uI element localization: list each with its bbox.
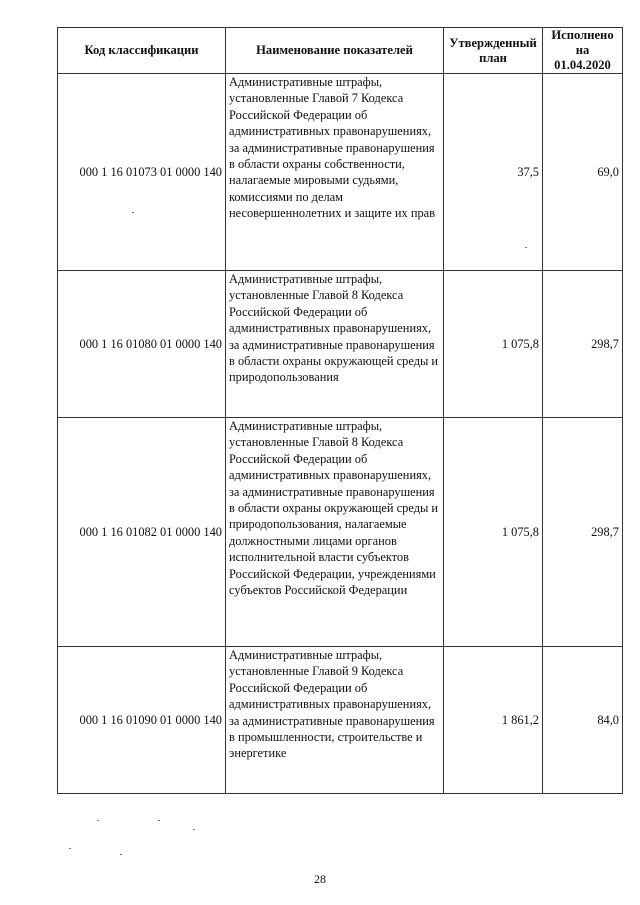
- plan-value: 37,5: [444, 74, 543, 271]
- done-value: 69,0: [543, 74, 623, 271]
- classification-code: 000 1 16 01073 01 0000 140: [58, 74, 226, 271]
- header-plan: Утвержденный план: [444, 28, 543, 74]
- classification-code: 000 1 16 01080 01 0000 140: [58, 271, 226, 418]
- scan-speck: [69, 848, 71, 849]
- scan-speck: [525, 247, 527, 248]
- plan-value: 1 075,8: [444, 418, 543, 647]
- scan-speck: [132, 212, 134, 213]
- table-header-row: [58, 28, 623, 74]
- classification-code: 000 1 16 01082 01 0000 140: [58, 418, 226, 647]
- table-row: [58, 74, 623, 271]
- plan-value: 1 861,2: [444, 647, 543, 794]
- scan-speck: [158, 820, 160, 821]
- scan-speck: [120, 854, 122, 855]
- header-done: Исполнено на 01.04.2020: [543, 28, 623, 74]
- plan-value: 1 075,8: [444, 271, 543, 418]
- table-row: [58, 418, 623, 647]
- done-value: 298,7: [543, 271, 623, 418]
- header-name: Наименование показателей: [226, 28, 444, 74]
- indicator-name: Административные штрафы, установленные Главой 9 Кодекса Российской Федерации об административных правонарушениях, за административные правонарушения в промышленности, строительстве и энергетике: [226, 647, 444, 794]
- scan-speck: [97, 820, 99, 821]
- indicator-name: Административные штрафы, установленные Главой 8 Кодекса Российской Федерации об административных правонарушениях, за административные правонарушения в области охраны окружающей среды и природопользования, налагаемые должностными лицами органов исполнительной власти субъектов Российской Федерации, учреждениями субъектов Российской Федерации: [226, 418, 444, 647]
- indicator-name: Административные штрафы, установленные Главой 8 Кодекса Российской Федерации об административных правонарушениях, за административные правонарушения в области охраны окружающей среды и природопользования: [226, 271, 444, 418]
- table-row: [58, 271, 623, 418]
- page-number: 28: [314, 872, 326, 886]
- classification-code: 000 1 16 01090 01 0000 140: [58, 647, 226, 794]
- indicator-name: Административные штрафы, установленные Главой 7 Кодекса Российской Федерации об административных правонарушениях, за административные правонарушения в области охраны собственности, налагаемые мировыми судьями, комиссиями по делам несовершеннолетних и защите их прав: [226, 74, 444, 271]
- scan-speck: [193, 829, 195, 830]
- table-row: [58, 647, 623, 794]
- done-value: 84,0: [543, 647, 623, 794]
- header-code: Код классификации: [58, 28, 226, 74]
- revenue-table: [57, 27, 623, 794]
- done-value: 298,7: [543, 418, 623, 647]
